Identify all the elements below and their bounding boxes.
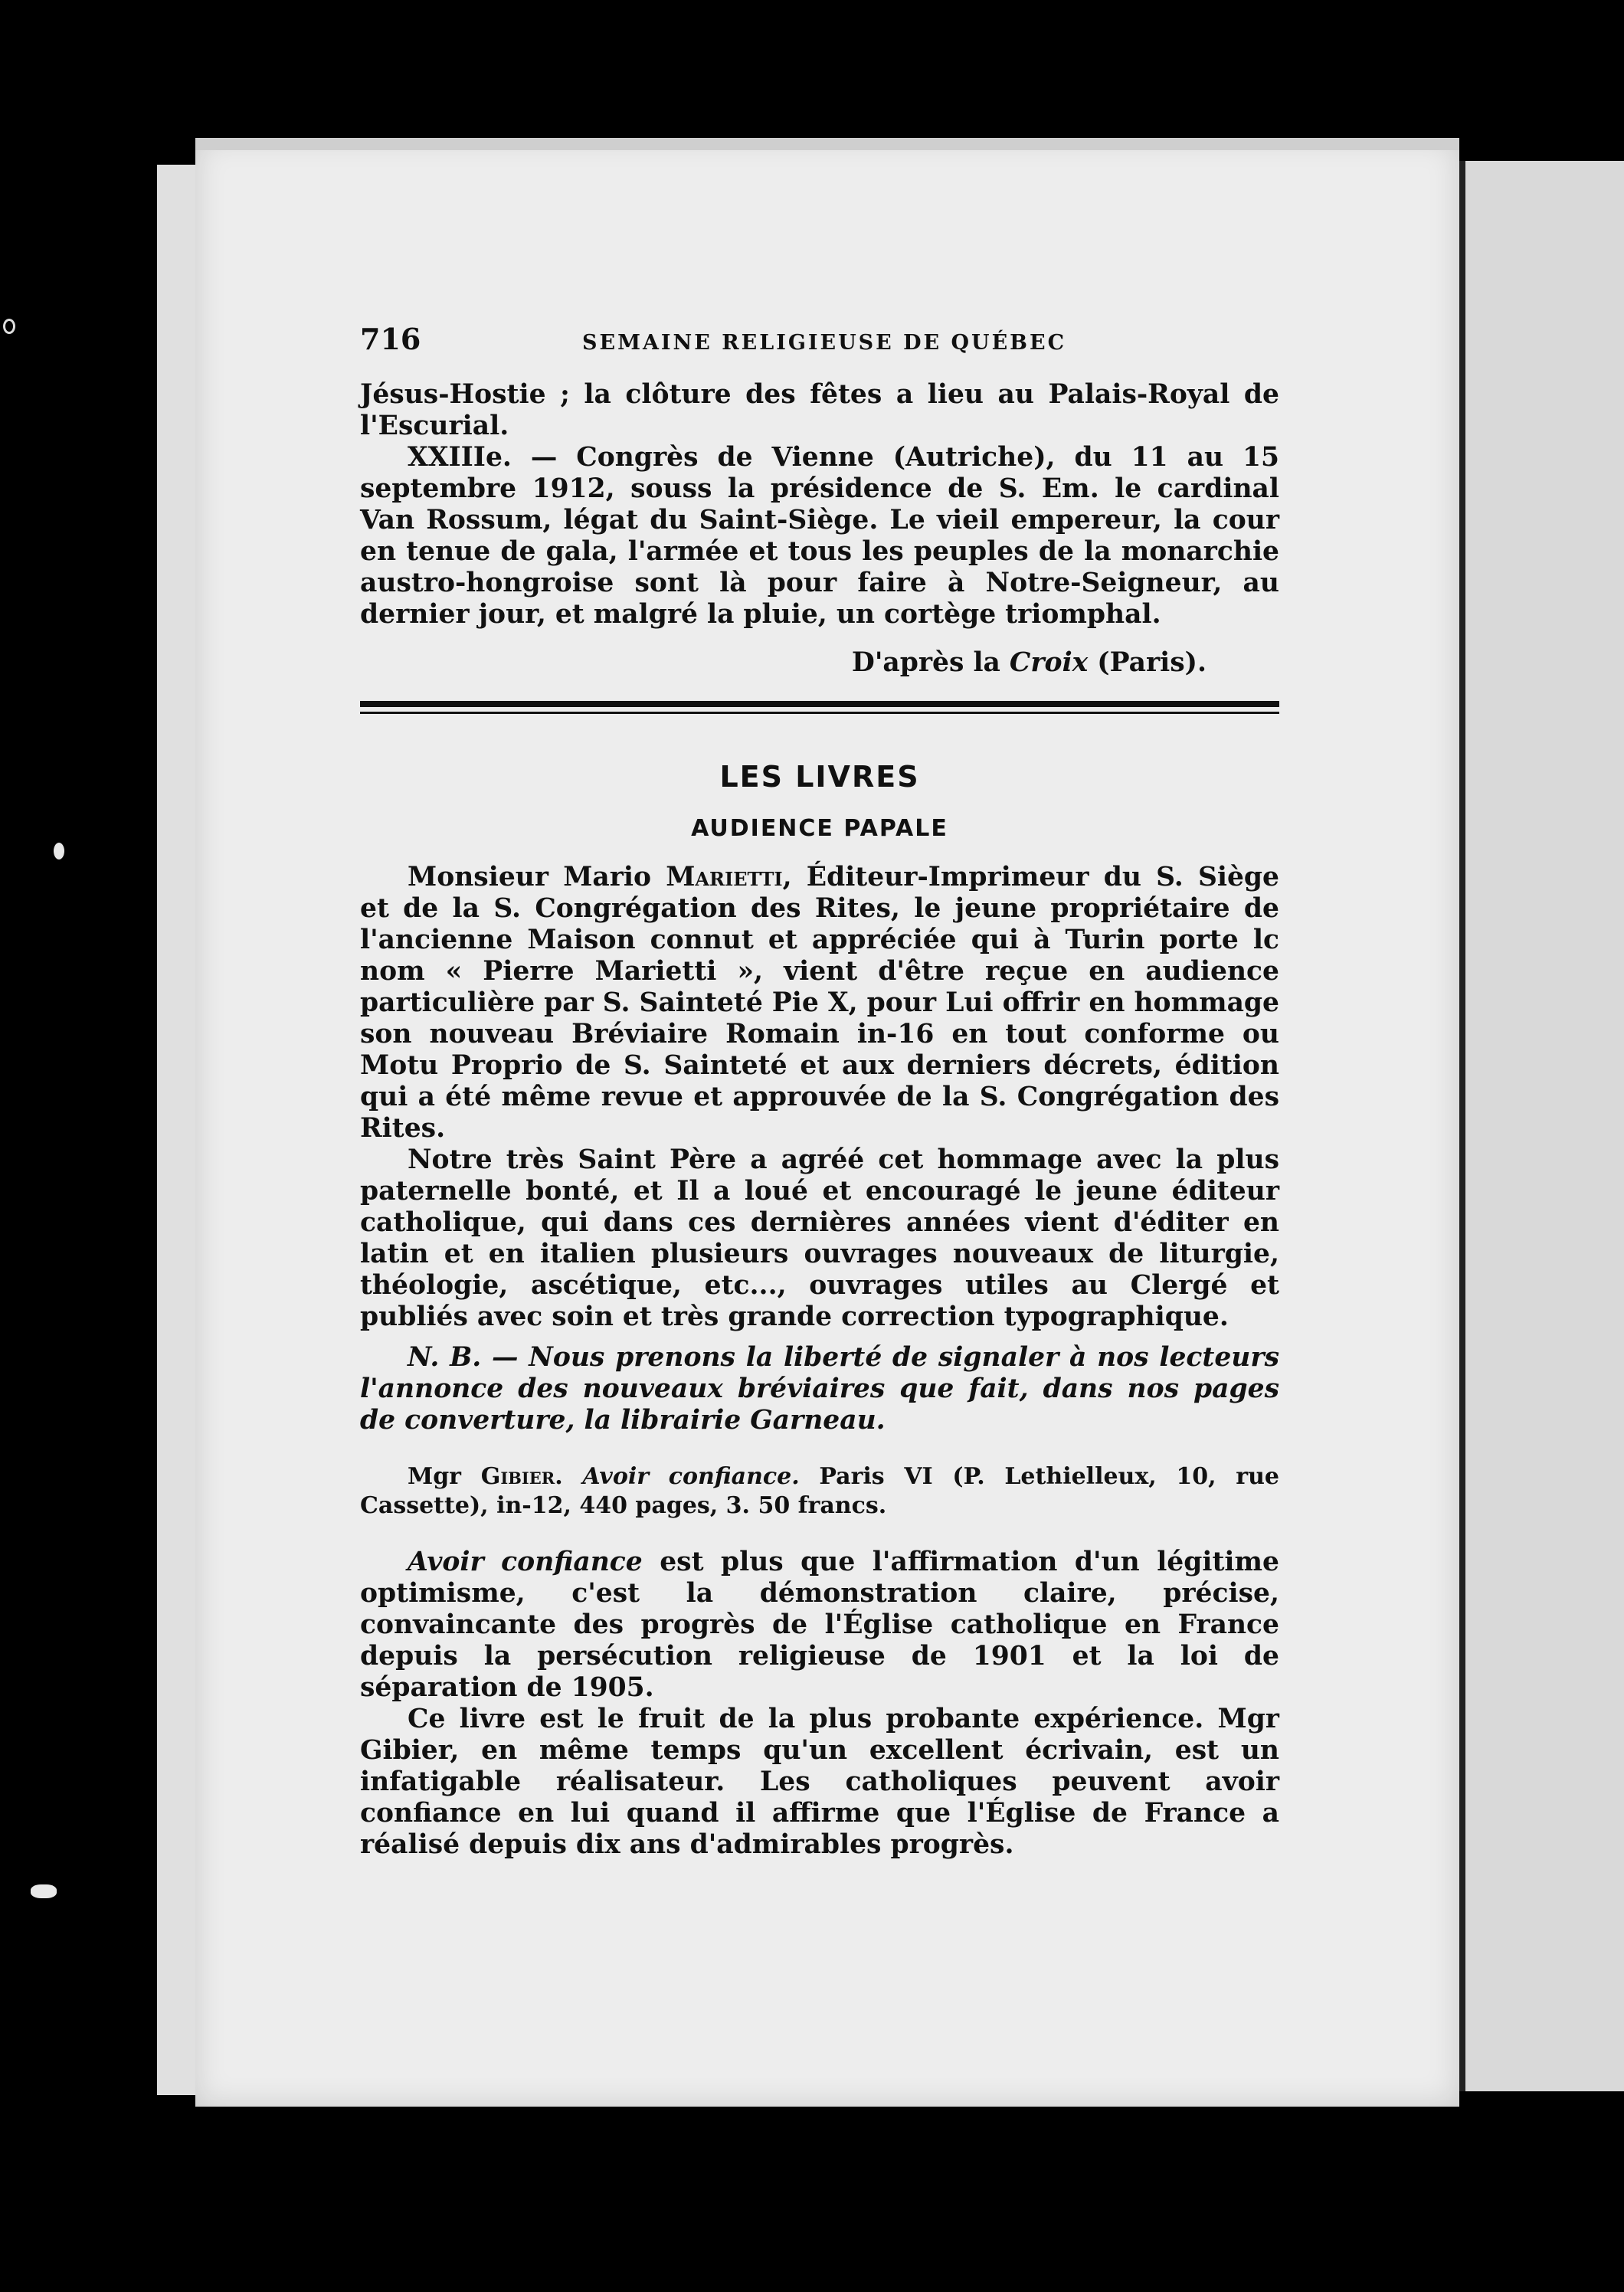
scan-speck [54,843,64,860]
text-run: Monsieur Mario [408,862,666,892]
text-run: , Éditeur-Imprimeur du S. Siège et de la S. Congrégation des Rites, le jeune propriétaire de l'ancienne Maison connut et appréciée qui à Turin porte lc nom « Pierre Marietti », vient d'être reçue en audience particulière par S. Sainteté Pie X, pour Lui offrir en hommage son nouveau Bréviaire Romain in-16 en tout conforme ou Motu Proprio de S. Sainteté et aux derniers décrets, édition qui a été même revue et approuvée de la S. Congrégation des Rites. [360,862,1279,1144]
scan-speck [31,1884,57,1898]
author-prefix: Mgr [408,1463,481,1490]
paper-edge [195,138,1459,150]
section-title: LES LIVRES [719,760,920,794]
source-text: D'après la [851,647,1010,678]
paragraph: Notre très Saint Père a agréé cet hommage avec la plus paternelle bonté, et Il a loué et encouragé le jeune éditeur catholique, qui dans ces dernières années vient d'éditer en latin et en italien plusieurs ouvrages nouveaux de liturgie, théologie, ascétique, etc..., ouvrages utiles au Clergé et publiés avec soin et très grande correction typographique. [360,1144,1279,1332]
author-name: Gibier [480,1463,555,1490]
editor-note: N. B. — Nous prenons la liberté de signaler à nos lecteurs l'annonce des nouveaux bréviaires que fait, dans nos pages de converture, la librairie Garneau. [360,1342,1279,1436]
page-text [360,322,1279,1861]
paragraph [360,862,1279,1144]
text-run: est plus que l'affirmation d'un légitime optimisme, c'est la démonstration claire, précise, convaincante des progrès de l'Église catholique en France depuis la persécution religieuse de 1901 et la loi de séparation de 1905. [360,1547,1279,1703]
person-name: Marietti [666,862,783,892]
facing-page-edge [1459,161,1624,2091]
paragraph: Jésus-Hostie ; la clôture des fêtes a lieu au Palais-Royal de l'Escurial. [360,379,1279,441]
book-entry: Mgr Gibier. Avoir confiance. Paris VI (P. Lethielleux, 10, rue Cassette), in-12, 440 pages, 3. 50 francs. [360,1463,1279,1519]
rule-thick [360,701,1279,707]
book-title: Avoir confiance. [582,1463,800,1490]
running-head [360,322,1279,356]
page-number: 716 [360,322,421,356]
subsection-title: AUDIENCE PAPALE [691,815,948,842]
source-publication: Croix [1009,647,1089,678]
book-title-inline: Avoir confiance [408,1547,643,1577]
paper-edge [157,165,195,2095]
paragraph: Ce livre est le fruit de la plus probante expérience. Mgr Gibier, en même temps qu'un excellent écrivain, est un infatigable réalisateur. Les catholiques peuvent avoir confiance en lui quand il affirme que l'Église de France a réalisé depuis dix ans d'admirables progrès. [360,1704,1279,1860]
journal-title: SEMAINE RELIGIEUSE DE QUÉBEC [582,331,1067,355]
section-rule [360,701,1279,714]
paragraph: XXIIIe. — Congrès de Vienne (Autriche), du 11 au 15 septembre 1912, souss la présidence de S. Em. le cardinal Van Rossum, légat du Saint-Siège. Le vieil empereur, la cour en tenue de gala, l'armée et tous les peuples de la monarchie austro-hongroise sont là pour faire à Notre-Seigneur, au dernier jour, et malgré la pluie, un cortège triomphal. [360,442,1279,630]
book-details: Paris VI (P. Lethielleux, 10, rue Cassette), in-12, 440 pages, 3. 50 francs. [360,1463,1279,1519]
scan-speck [3,319,15,334]
source-text: (Paris). [1088,647,1207,678]
paragraph [360,1547,1279,1704]
source-attribution [360,647,1207,678]
rule-thin [360,712,1279,714]
